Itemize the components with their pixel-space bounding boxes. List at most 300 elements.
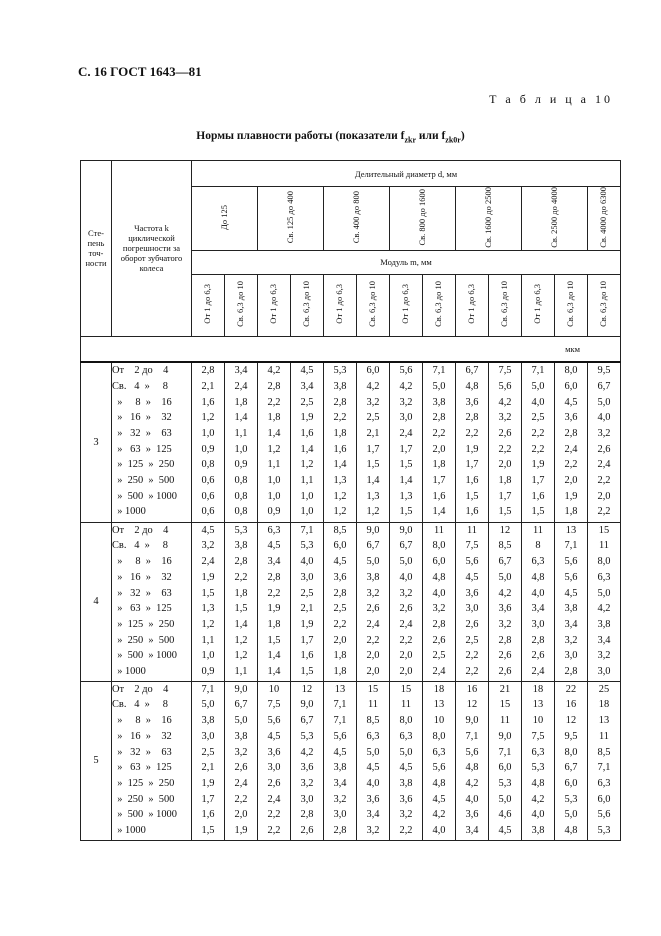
value-cell: 6,0 [498, 762, 512, 774]
value-cell: 5,0 [597, 396, 611, 408]
value-cell: 4,2 [300, 746, 314, 758]
value-cell: 1,4 [399, 475, 413, 487]
value-cell: 5,6 [465, 746, 479, 758]
value-cell: 4,8 [432, 777, 446, 789]
value-cell: 4,8 [465, 380, 479, 392]
value-cell: 1,5 [531, 506, 545, 518]
value-cell: 2,0 [333, 634, 347, 646]
value-column [192, 522, 225, 681]
value-cell: 6,0 [597, 793, 611, 805]
value-cell: 1,2 [234, 634, 248, 646]
value-cell: 2,2 [366, 634, 380, 646]
value-cell: 18 [598, 699, 610, 711]
value-cell: 2,0 [366, 665, 380, 677]
value-cell: 3,8 [531, 824, 545, 836]
module-column-header: Св. 6,3 до 10 [357, 274, 390, 336]
value-column [555, 681, 588, 840]
value-cell: 15 [598, 524, 610, 536]
value-cell: 6,3 [597, 571, 611, 583]
value-cell: 6,7 [234, 699, 248, 711]
frequency-cell [112, 681, 192, 840]
table-title: Нормы плавности работы (показатели $f_{zkr}$ или $f_{zk0r}$) [196, 130, 465, 145]
value-cell: 2,6 [234, 762, 248, 774]
frequency-range: » 8 » 16 [112, 396, 172, 408]
value-cell: 7,1 [201, 683, 215, 695]
value-cell: 2,8 [465, 412, 479, 424]
value-cell: 6,7 [366, 540, 380, 552]
value-cell: 10 [268, 683, 280, 695]
value-cell: 1,8 [432, 459, 446, 471]
value-cell: 1,4 [366, 475, 380, 487]
value-cell: 7,1 [597, 762, 611, 774]
value-cell: 9,5 [564, 730, 578, 742]
value-column [423, 522, 456, 681]
value-cell: 8 [535, 540, 541, 552]
value-cell: 2,0 [366, 650, 380, 662]
value-cell: 1,7 [432, 475, 446, 487]
value-cell: 2,8 [333, 396, 347, 408]
value-cell: 1,1 [267, 459, 281, 471]
value-cell: 2,8 [201, 365, 215, 377]
value-cell: 6,7 [564, 762, 578, 774]
diameter-group-header: Св. 2500 до 4000 [522, 187, 588, 251]
value-cell: 4,5 [564, 396, 578, 408]
module-column-header: От 1 до 6,3 [456, 274, 489, 336]
value-cell: 3,0 [564, 650, 578, 662]
module-column-header: От 1 до 6,3 [324, 274, 357, 336]
value-cell: 1,9 [564, 490, 578, 502]
value-cell: 3,4 [366, 809, 380, 821]
value-cell: 13 [532, 699, 544, 711]
value-cell: 3,2 [300, 777, 314, 789]
value-cell: 12 [565, 715, 577, 727]
value-cell: 1,4 [267, 665, 281, 677]
value-cell: 2,2 [333, 618, 347, 630]
value-cell: 1,8 [498, 475, 512, 487]
frequency-range: » 32 » 63 [112, 428, 172, 440]
value-cell: 1,6 [432, 490, 446, 502]
value-cell: 4,2 [267, 365, 281, 377]
value-cell: 8,0 [564, 746, 578, 758]
value-cell: 2,4 [399, 618, 413, 630]
value-cell: 22 [565, 683, 577, 695]
value-cell: 5,6 [465, 556, 479, 568]
value-cell: 2,6 [498, 650, 512, 662]
value-cell: 2,5 [333, 603, 347, 615]
value-cell: 4,5 [498, 824, 512, 836]
frequency-range: » 16 » 32 [112, 412, 172, 424]
frequency-range: » 63 » 125 [112, 443, 172, 455]
value-cell: 7,5 [531, 730, 545, 742]
frequency-range: » 500 » 1000 [112, 490, 177, 502]
value-cell: 8,5 [366, 715, 380, 727]
value-cell: 3,2 [597, 650, 611, 662]
value-cell: 9,0 [234, 683, 248, 695]
module-column-header: От 1 до 6,3 [390, 274, 423, 336]
value-cell: 1,9 [531, 459, 545, 471]
value-column [357, 522, 390, 681]
value-cell: 2,0 [564, 475, 578, 487]
value-cell: 2,8 [432, 618, 446, 630]
value-cell: 11 [598, 730, 609, 742]
value-cell: 2,6 [267, 777, 281, 789]
value-cell: 3,4 [234, 365, 248, 377]
value-cell: 2,2 [597, 506, 611, 518]
value-cell: 1,1 [201, 634, 215, 646]
value-cell: 9,0 [300, 699, 314, 711]
diameter-group-header: Св. 125 до 400 [258, 187, 324, 251]
value-cell: 1,7 [201, 793, 215, 805]
module-column-header: От 1 до 6,3 [522, 274, 555, 336]
value-cell: 2,2 [333, 412, 347, 424]
value-cell: 3,2 [498, 618, 512, 630]
value-cell: 4,0 [366, 777, 380, 789]
value-cell: 8,0 [564, 365, 578, 377]
value-cell: 2,0 [234, 809, 248, 821]
value-cell: 0,9 [201, 665, 215, 677]
value-cell: 1,8 [564, 506, 578, 518]
value-cell: 1,5 [267, 634, 281, 646]
value-cell: 3,4 [597, 634, 611, 646]
degree-block-row [81, 681, 621, 840]
value-cell: 5,0 [201, 699, 215, 711]
value-column [324, 362, 357, 522]
degree-block-row [81, 522, 621, 681]
value-column [522, 681, 555, 840]
value-cell: 3,8 [201, 715, 215, 727]
value-cell: 6,3 [267, 524, 281, 536]
value-cell: 0,6 [201, 490, 215, 502]
value-column [456, 522, 489, 681]
value-cell: 4,2 [465, 777, 479, 789]
value-cell: 2,5 [531, 412, 545, 424]
value-column [555, 522, 588, 681]
value-cell: 3,6 [399, 793, 413, 805]
value-cell: 15 [400, 683, 412, 695]
value-cell: 1,2 [201, 412, 215, 424]
frequency-range: От 2 до 4 [112, 365, 169, 377]
value-cell: 2,0 [399, 650, 413, 662]
value-cell: 4,2 [597, 603, 611, 615]
smoothness-table [80, 160, 621, 841]
value-column [522, 522, 555, 681]
value-cell: 1,7 [465, 459, 479, 471]
value-column [225, 681, 258, 840]
value-cell: 6,7 [300, 715, 314, 727]
value-cell: 4,8 [564, 824, 578, 836]
value-column [390, 362, 423, 522]
value-cell: 2,1 [201, 380, 215, 392]
value-cell: 4,5 [201, 524, 215, 536]
value-cell: 0,9 [201, 443, 215, 455]
value-cell: 5,6 [564, 571, 578, 583]
value-column [258, 362, 291, 522]
value-cell: 6,3 [432, 746, 446, 758]
value-cell: 1,5 [465, 490, 479, 502]
value-column [225, 362, 258, 522]
value-column [522, 362, 555, 522]
value-cell: 2,8 [267, 571, 281, 583]
value-cell: 1,7 [531, 475, 545, 487]
value-cell: 4,5 [465, 571, 479, 583]
value-cell: 1,1 [234, 665, 248, 677]
value-cell: 3,2 [201, 540, 215, 552]
frequency-range: Св. 4 » 8 [112, 380, 168, 392]
value-cell: 4,5 [267, 730, 281, 742]
value-cell: 3,4 [300, 380, 314, 392]
value-cell: 6,3 [597, 777, 611, 789]
value-cell: 4,5 [564, 587, 578, 599]
value-column [258, 681, 291, 840]
value-cell: 15 [367, 683, 379, 695]
degree-cell: 5 [81, 681, 112, 840]
value-cell: 2,5 [201, 746, 215, 758]
value-cell: 5,0 [597, 587, 611, 599]
value-cell: 1,2 [366, 506, 380, 518]
value-cell: 6,3 [531, 746, 545, 758]
diameter-group-header: Св. 1600 до 2500 [456, 187, 522, 251]
value-cell: 5,6 [267, 715, 281, 727]
value-column [324, 681, 357, 840]
value-cell: 1,6 [201, 396, 215, 408]
value-cell: 1,5 [234, 603, 248, 615]
value-cell: 3,2 [498, 412, 512, 424]
value-cell: 7,1 [300, 524, 314, 536]
value-cell: 1,3 [333, 475, 347, 487]
value-cell: 13 [334, 683, 346, 695]
value-cell: 4,0 [531, 396, 545, 408]
value-cell: 6,3 [399, 730, 413, 742]
value-cell: 4,8 [465, 762, 479, 774]
value-cell: 2,6 [300, 824, 314, 836]
value-cell: 3,8 [234, 730, 248, 742]
value-cell: 2,5 [300, 396, 314, 408]
value-cell: 5,6 [564, 556, 578, 568]
value-cell: 2,8 [531, 634, 545, 646]
value-column [489, 362, 522, 522]
value-cell: 4,0 [300, 556, 314, 568]
value-cell: 1,0 [201, 428, 215, 440]
value-cell: 2,2 [465, 428, 479, 440]
value-cell: 1,3 [366, 490, 380, 502]
value-cell: 10 [433, 715, 445, 727]
frequency-range: Св. 4 » 8 [112, 540, 168, 552]
value-cell: 5,0 [531, 380, 545, 392]
value-cell: 8,5 [597, 746, 611, 758]
diameter-group-header: Св. 400 до 800 [324, 187, 390, 251]
value-cell: 5,3 [234, 524, 248, 536]
value-cell: 4,0 [531, 587, 545, 599]
frequency-header: Частота k циклической погрешности за оборот зубчатого колеса [112, 161, 192, 337]
frequency-range: » 1000 [112, 665, 146, 677]
value-cell: 4,5 [333, 746, 347, 758]
value-cell: 2,4 [564, 443, 578, 455]
value-cell: 6,3 [531, 556, 545, 568]
value-cell: 1,2 [267, 443, 281, 455]
value-cell: 6,7 [399, 540, 413, 552]
value-column [588, 522, 621, 681]
value-cell: 5,6 [597, 809, 611, 821]
value-cell: 2,4 [234, 380, 248, 392]
value-cell: 3,0 [597, 665, 611, 677]
value-cell: 5,0 [234, 715, 248, 727]
value-cell: 5,3 [564, 793, 578, 805]
frequency-range: Св. 4 » 8 [112, 699, 168, 711]
value-column [291, 362, 324, 522]
value-cell: 6,3 [366, 730, 380, 742]
module-column-header: От 1 до 6,3 [192, 274, 225, 336]
value-cell: 2,2 [465, 650, 479, 662]
module-column-header: От 1 до 6,3 [258, 274, 291, 336]
value-column [324, 522, 357, 681]
value-cell: 8,0 [399, 715, 413, 727]
value-cell: 6,0 [333, 540, 347, 552]
value-column [489, 522, 522, 681]
value-cell: 2,0 [597, 490, 611, 502]
value-cell: 4,0 [399, 571, 413, 583]
value-cell: 4,2 [399, 380, 413, 392]
module-column-header: Св. 6,3 до 10 [555, 274, 588, 336]
frequency-cell [112, 522, 192, 681]
value-cell: 1,2 [333, 490, 347, 502]
value-cell: 18 [433, 683, 445, 695]
degree-cell: 3 [81, 362, 112, 522]
value-cell: 3,0 [399, 412, 413, 424]
value-cell: 1,5 [399, 506, 413, 518]
value-cell: 2,2 [267, 396, 281, 408]
value-column [192, 681, 225, 840]
diameter-group-header: Св. 4000 до 6300 [588, 187, 621, 251]
value-cell: 4,2 [531, 793, 545, 805]
value-cell: 1,0 [267, 475, 281, 487]
value-cell: 2,2 [498, 443, 512, 455]
value-cell: 2,8 [432, 412, 446, 424]
value-cell: 7,1 [432, 365, 446, 377]
value-cell: 2,8 [333, 824, 347, 836]
value-cell: 3,4 [465, 824, 479, 836]
value-cell: 4,0 [597, 412, 611, 424]
value-cell: 3,2 [399, 587, 413, 599]
value-cell: 5,0 [498, 793, 512, 805]
value-cell: 2,0 [399, 665, 413, 677]
value-cell: 2,5 [465, 634, 479, 646]
value-cell: 12 [301, 683, 313, 695]
value-column [291, 681, 324, 840]
value-cell: 1,0 [234, 443, 248, 455]
value-cell: 3,0 [333, 809, 347, 821]
frequency-range: » 32 » 63 [112, 746, 172, 758]
value-cell: 3,8 [234, 540, 248, 552]
value-cell: 2,6 [531, 650, 545, 662]
value-cell: 13 [565, 524, 577, 536]
value-cell: 2,0 [498, 459, 512, 471]
value-column [258, 522, 291, 681]
value-column [555, 362, 588, 522]
module-column-header: Св. 6,3 до 10 [291, 274, 324, 336]
frequency-range: » 8 » 16 [112, 715, 172, 727]
value-cell: 11 [400, 699, 411, 711]
value-cell: 1,4 [234, 618, 248, 630]
value-cell: 3,0 [267, 762, 281, 774]
frequency-range: » 63 » 125 [112, 762, 172, 774]
value-cell: 1,8 [267, 618, 281, 630]
value-cell: 1,2 [333, 506, 347, 518]
value-cell: 7,1 [564, 540, 578, 552]
value-cell: 8,0 [432, 730, 446, 742]
value-cell: 3,2 [432, 603, 446, 615]
value-cell: 5,6 [333, 730, 347, 742]
value-cell: 6,0 [564, 380, 578, 392]
value-cell: 2,2 [234, 571, 248, 583]
table-number: Т а б л и ц а 10 [489, 92, 613, 106]
value-cell: 1,0 [300, 490, 314, 502]
value-cell: 4,0 [531, 809, 545, 821]
value-cell: 1,7 [399, 443, 413, 455]
value-cell: 4,5 [432, 793, 446, 805]
value-cell: 3,2 [564, 634, 578, 646]
value-cell: 2,2 [267, 809, 281, 821]
value-cell: 10 [532, 715, 544, 727]
value-cell: 5,6 [432, 762, 446, 774]
value-cell: 16 [466, 683, 478, 695]
value-cell: 2,8 [564, 428, 578, 440]
value-cell: 0,8 [234, 490, 248, 502]
value-cell: 0,8 [234, 506, 248, 518]
value-cell: 5,3 [300, 730, 314, 742]
value-cell: 21 [499, 683, 511, 695]
value-cell: 1,0 [267, 490, 281, 502]
module-column-header: Св. 6,3 до 10 [489, 274, 522, 336]
value-cell: 5,6 [399, 365, 413, 377]
value-column [390, 522, 423, 681]
value-cell: 5,0 [564, 809, 578, 821]
value-cell: 2,6 [399, 603, 413, 615]
value-cell: 3,2 [366, 396, 380, 408]
value-cell: 8,0 [432, 540, 446, 552]
value-cell: 4,6 [498, 809, 512, 821]
frequency-range: » 32 » 63 [112, 587, 172, 599]
value-cell: 11 [598, 540, 609, 552]
value-cell: 1,4 [267, 650, 281, 662]
value-cell: 7,1 [333, 715, 347, 727]
value-cell: 1,8 [234, 587, 248, 599]
value-cell: 0,6 [201, 506, 215, 518]
value-cell: 1,1 [300, 475, 314, 487]
frequency-range: » 1000 [112, 506, 146, 518]
value-cell: 1,4 [333, 459, 347, 471]
value-cell: 3,4 [531, 603, 545, 615]
value-cell: 3,2 [234, 746, 248, 758]
value-cell: 5,3 [333, 365, 347, 377]
value-cell: 1,9 [300, 618, 314, 630]
value-column [225, 522, 258, 681]
value-cell: 2,4 [531, 665, 545, 677]
frequency-range: » 16 » 32 [112, 571, 172, 583]
frequency-range: » 500 » 1000 [112, 809, 177, 821]
value-cell: 4,2 [366, 380, 380, 392]
value-cell: 4,5 [399, 762, 413, 774]
value-cell: 2,8 [564, 665, 578, 677]
value-cell: 9,0 [399, 524, 413, 536]
value-cell: 3,0 [201, 730, 215, 742]
value-cell: 1,9 [201, 777, 215, 789]
value-cell: 2,2 [267, 824, 281, 836]
value-cell: 3,6 [465, 587, 479, 599]
value-cell: 2,4 [267, 793, 281, 805]
value-cell: 1,6 [465, 506, 479, 518]
value-cell: 1,0 [201, 650, 215, 662]
value-cell: 2,6 [498, 665, 512, 677]
